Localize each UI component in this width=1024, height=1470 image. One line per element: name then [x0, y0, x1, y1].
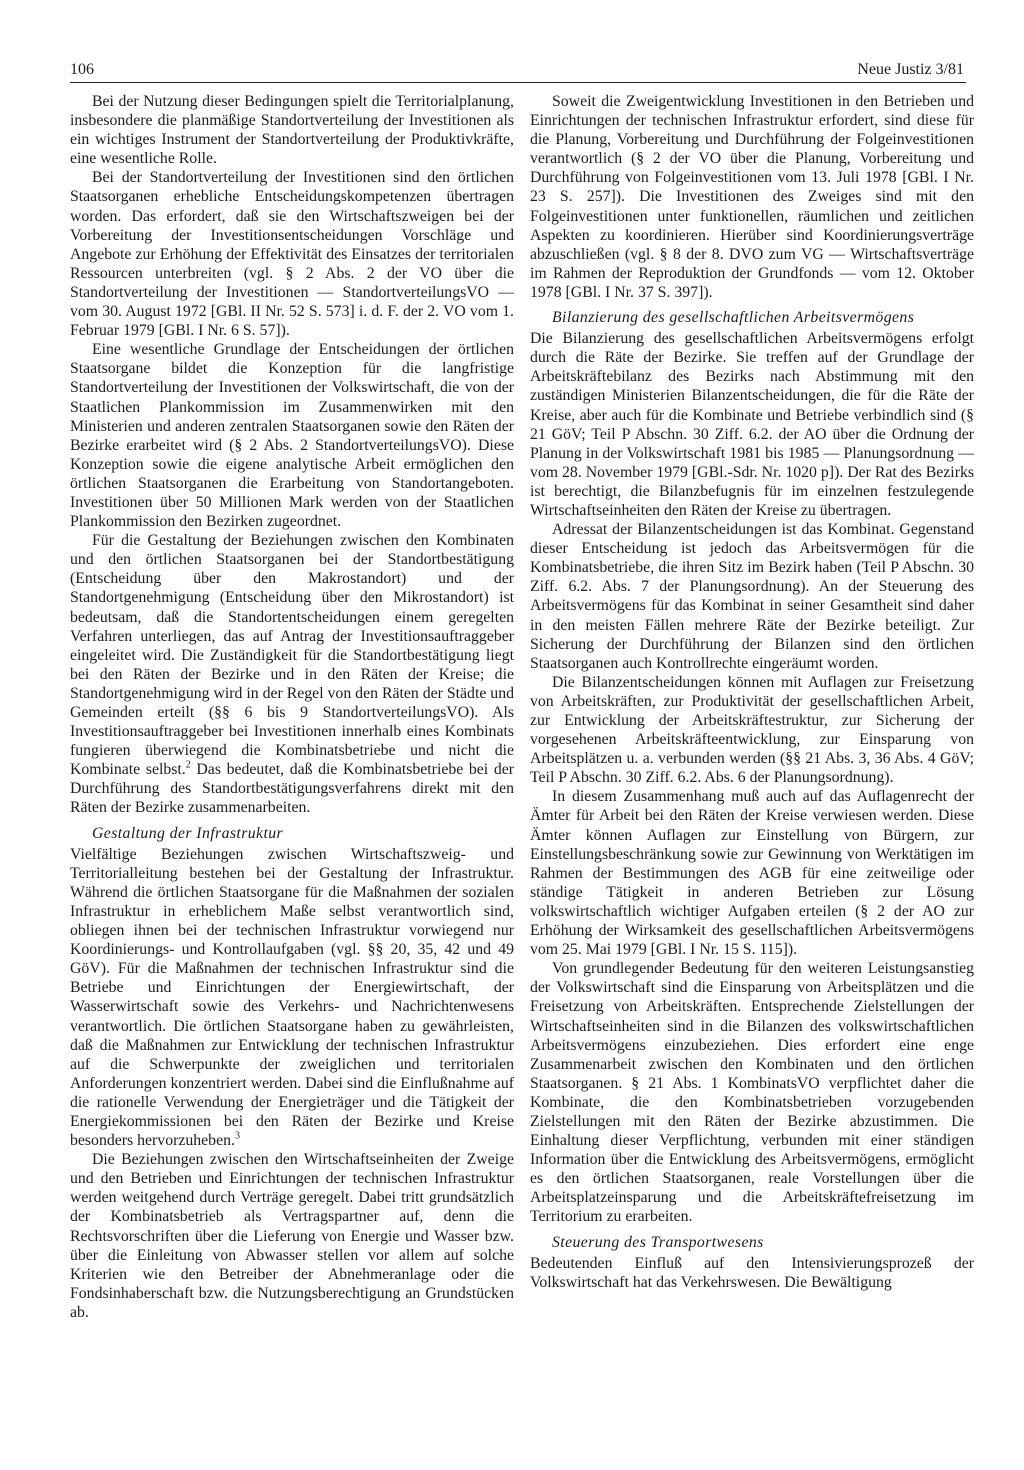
paragraph: Die Beziehungen zwischen den Wirtschaftseinheiten der Zweige und den Betrieben und Einrichtungen der technischen Infrastruktur werden weitgehend durch Verträge geregelt. Dabei tritt grundsätzlich der Kombinatsbetrieb als Vertragspartner auf, denn die Rechtsvorschriften über die Lieferung von Energie und Wasser bzw. über die Einleitung von Abwasser stellen vor allem auf solche Kriterien wie den Betreiber der Abnehmeranlage oder die Fondsinhaberschaft bzw. die Nutzungsberechtigung an Grundstücken ab.: [70, 1151, 514, 1321]
section-heading: Bilanzierung des gesellschaftlichen Arbeitsvermögens: [552, 309, 915, 327]
page-number: 106: [70, 61, 94, 78]
paragraph: Eine wesentliche Grundlage der Entscheidungen der örtlichen Staatsorgane bildet die Konzeption für die langfristige Standortverteilung der Investitionen der Volkswirtschaft, die von der Staatlichen Plankommission im Zusammenwirken mit den Ministerien und anderen zentralen Staatsorganen sowie den Räten der Bezirke erarbeitet wird (§ 2 Abs. 2 StandortverteilungsVO). Diese Konzeption sowie die eigene analytische Arbeit ermöglichen den örtlichen Staatsorganen die Erarbeitung von Standortangeboten. Investitionen über 50 Millionen Mark werden von der Staatlichen Plankommission den Bezirken zugeordnet.: [70, 341, 514, 531]
paragraph: In diesem Zusammenhang muß auch auf das Auflagenrecht der Ämter für Arbeit bei den Räten der Kreise verwiesen werden. Diese Ämter können Auflagen zur Einstellung von Bürgern, zur Einstellungsbeschränkung sowie zur Gewinnung von Werktätigen im Rahmen der Bestimmungen des AGB für eine zeitweilige oder ständige Tätigkeit in anderen Betrieben zur Lösung volkswirtschaftlich wichtiger Aufgaben erteilen (§ 2 der AO zur Erhöhung der Wirksamkeit des gesellschaftlichen Arbeitsvermögens vom 25. Mai 1979 [GBl. I Nr. 15 S. 115]).: [530, 788, 974, 959]
section-heading: Steuerung des Transportwesens: [552, 1233, 764, 1251]
paragraph: Soweit die Zweigentwicklung Investitionen in den Betrieben und Einrichtungen der technischen Infrastruktur erfordert, sind diese für die Planung, Vorbereitung und Durchführung der Folgeinvestitionen verantwortlich (§ 2 der VO über die Planung, Vorbereitung und Durchführung von Folgeinvestitionen vom 13. Juli 1978 [GBl. I Nr. 23 S. 257]). Die Investitionen des Zweiges sind mit den Folgeinvestitionen unter funktionellen, räumlichen und zeitlichen Aspekten zu koordinieren. Hierüber sind Koordinierungsverträge abzuschließen (vgl. § 8 der 8. DVO zum VG — Wirtschaftsverträge im Rahmen der Reproduktion der Grundfonds — vom 12. Oktober 1978 [GBl. I Nr. 37 S. 397]).: [530, 93, 974, 301]
paragraph: [70, 531, 514, 817]
paragraph-text: Für die Gestaltung der Beziehungen zwischen den Kombinaten und den örtlichen Staatsorganen bei der Standortbestätigung (Entscheidung über den Makrostandort) und der Standortgenehmigung (Entscheidung über den Mikrostandort) ist bedeutsam, daß die Standortentscheidungen einem geregelten Verfahren unterliegen, das auf Antrag der Investitionsauftraggeber eingeleitet wird. Die Zuständigkeit für die Standortbestätigung liegt bei den Räten der Bezirke und in den Räten der Kreise; die Standortgenehmigung wird in der Regel von den Räten der Städte und Gemeinden erteilt (§§ 6 bis 9 StandortverteilungsVO). Als Investitionsauftraggeber bei Investitionen innerhalb eines Kombinats fungieren überwiegend die Kombinatsbetriebe und nicht die Kombinate selbst.: [70, 532, 514, 779]
paragraph-text: Das bedeutet, daß die Kombinatsbetriebe bei der Durchführung des Standortbestätigungsverfahrens direkt mit den Räten der Bezirke zusammenarbeiten.: [70, 761, 514, 817]
paragraph: Bedeutenden Einfluß auf den Intensivierungsprozeß der Volkswirtschaft hat das Verkehrswesen. Die Bewältigung: [530, 1254, 974, 1291]
paragraph: Die Bilanzierung des gesellschaftlichen Arbeitsvermögens erfolgt durch die Räte der Bezirke. Sie treffen auf der Grundlage der Arbeitskräftebilanz des Bezirks nach Abstimmung mit den zuständigen Ministerien Bilanzentscheidungen, die für die Räte der Kreise, aber auch für die Kombinate und Betriebe verbindlich sind (§ 21 GöV; Teil P Abschn. 30 Ziff. 6.2. der AO über die Ordnung der Planung in der Volkswirtschaft 1981 bis 1985 — Planungsordnung — vom 28. November 1979 [GBl.-Sdr. Nr. 1020 p]). Der Rat des Bezirks ist berechtigt, die Bilanzbefugnis für im einzelnen festzulegende Wirtschaftseinheiten den Räten der Kreise zu übertragen.: [530, 330, 975, 519]
paragraph: Adressat der Bilanzentscheidungen ist das Kombinat. Gegenstand dieser Entscheidung ist jedoch das Arbeitsvermögen für die Kombinatsbetriebe, die ihren Sitz im Bezirk haben (Teil P Abschn. 30 Ziff. 6.2. Abs. 7 der Planungsordnung). An der Steuerung des Arbeitsvermögens für das Kombinat in seiner Gesamtheit sind daher in den meisten Fällen mehrere Räte der Bezirke beteiligt. Zur Sicherung der Durchführung der Bilanzen sind den örtlichen Staatsorganen auch Kontrollrechte eingeräumt worden.: [530, 521, 974, 672]
left-column: [70, 92, 514, 1322]
page-header: [70, 58, 966, 83]
paragraph: Bei der Standortverteilung der Investitionen sind den örtlichen Staatsorganen erhebliche Entscheidungskompetenzen übertragen worden. Das erfordert, daß sie den Wirtschaftszweigen bei der Vorbereitung der Investitionsentscheidungen Vorschläge und Angebote zur Erhöhung der Effektivität des Einsatzes der territorialen Ressourcen unterbreiten (vgl. § 2 Abs. 2 der VO über die Standortverteilung der Investitionen — StandortverteilungsVO — vom 30. August 1972 [GBl. II Nr. 52 S. 573] i. d. F. der 2. VO vom 1. Februar 1979 [GBl. I Nr. 6 S. 57]).: [70, 169, 514, 340]
journal-issue: Neue Justiz 3/81: [857, 61, 964, 78]
section-heading: Gestaltung der Infrastruktur: [92, 824, 284, 842]
paragraph: [70, 845, 514, 1151]
paragraph-text: Vielfältige Beziehungen zwischen Wirtschaftszweig- und Territorialleitung bestehen bei der Gestaltung der Infrastruktur. Während die örtlichen Staatsorgane für die Maßnahmen der sozialen Infrastruktur in erheblichem Maße selbst verantwortlich sind, obliegen ihnen bei der technischen Infrastruktur vorwiegend nur Koordinierungs- und Kontrollaufgaben (vgl. §§ 20, 35, 42 und 49 GöV). Für die Maßnahmen der technischen Infrastruktur sind die Betriebe und Einrichtungen der Energiewirtschaft, der Wasserwirtschaft sowie des Verkehrs- und Nachrichtenwesens verantwortlich. Die örtlichen Staatsorgane haben zu gewährleisten, daß die Maßnahmen zur Entwicklung der technischen Infrastruktur auf die Schwerpunkte der zweiglichen und territorialen Anforderungen konzentriert werden. Dabei sind die Einflußnahme auf die rationelle Verwendung der Energieträger und die Tätigkeit der Energiekommissionen bei den Räten der Bezirke und Kreise besonders hervorzuheben.: [70, 845, 514, 1150]
paragraph: Von grundlegender Bedeutung für den weiteren Leistungsanstieg der Volkswirtschaft sind die Einsparung von Arbeitsplätzen und die Freisetzung von Arbeitskräften. Entsprechende Zielstellungen der Wirtschaftseinheiten sind in die Bilanzen des volkswirtschaftlichen Arbeitsvermögens einzubeziehen. Dies erfordert eine enge Zusammenarbeit zwischen den Kombinaten und den örtlichen Staatsorganen. § 21 Abs. 1 KombinatsVO verpflichtet daher die Kombinate, die den Kombinatsbetrieben vorzugebenden Zielstellungen mit den Räten der Bezirke abzustimmen. Die Einhaltung dieser Verpflichtung, verbunden mit einer ständigen Information über die Entwicklung des Arbeitsvermögens, ermöglicht es den örtlichen Staatsorganen, reale Vorstellungen über die Arbeitsplatzeinsparung und die Arbeitskräftefreisetzung im Territorium zu erarbeiten.: [530, 960, 974, 1226]
paragraph: Die Bilanzentscheidungen können mit Auflagen zur Freisetzung von Arbeitskräften, zur Produktivität der gesellschaftlichen Arbeit, zur Entwicklung der Arbeitskräftestruktur, zur Sicherung der vorgesehenen Arbeitskräfteentwicklung, zur Einsparung von Arbeitsplätzen u. a. verbunden werden (§§ 21 Abs. 3, 36 Abs. 4 GöV; Teil P Abschn. 30 Ziff. 6.2. Abs. 6 der Planungsordnung).: [530, 673, 974, 787]
paragraph: Bei der Nutzung dieser Bedingungen spielt die Territorialplanung, insbesondere die planmäßige Standortverteilung der Investitionen als ein wichtiges Instrument der Standortverteilung der Produktivkräfte, eine wesentliche Rolle.: [70, 93, 514, 168]
footnote-marker: 2: [185, 760, 191, 772]
footnote-marker: 3: [234, 1130, 240, 1142]
right-column: [530, 92, 974, 1292]
